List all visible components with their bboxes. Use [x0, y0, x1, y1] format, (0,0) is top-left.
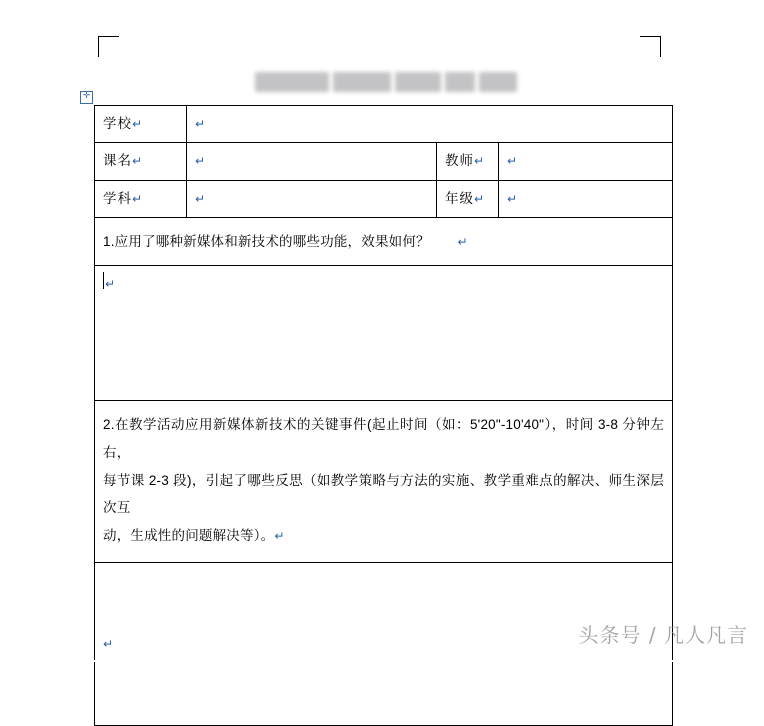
watermark: 头条号 / 凡人凡言 — [578, 623, 748, 647]
paragraph-mark-icon: ↵ — [195, 154, 206, 169]
paragraph-mark-icon: ↵ — [474, 191, 486, 206]
crop-mark-top-left — [98, 36, 119, 57]
field-label-school-text: 学校 — [103, 116, 132, 131]
question-2-line-1: 2.在教学活动应用新媒体新技术的关键事件(起止时间（如：5'20"-10'40"），时间 3-8 分钟左右， — [103, 417, 665, 461]
question-2-cell — [95, 401, 673, 562]
paragraph-mark-icon: ↵ — [132, 117, 144, 131]
left-margin-gutter — [0, 0, 87, 662]
field-label-grade — [437, 180, 499, 217]
question-2-line-2: 每节课 2-3 段)，引起了哪些反思（如教学策略与方法的实施、教学重难点的解决、师生深层次互 — [103, 472, 665, 516]
question-1-text: 1.应用了哪种新媒体和新技术的哪些功能，效果如何？ — [103, 233, 430, 249]
text-caret — [103, 272, 104, 289]
field-value-teacher[interactable] — [499, 143, 673, 180]
paragraph-mark-icon: ↵ — [195, 117, 206, 131]
question-1-cell — [95, 217, 673, 266]
paragraph-mark-icon: ↵ — [274, 529, 285, 544]
field-label-teacher — [437, 143, 499, 180]
paragraph-mark-icon: ↵ — [474, 154, 486, 169]
document-title-redacted — [255, 72, 517, 92]
question-2-line-3 — [103, 522, 664, 550]
field-label-course-name — [95, 143, 187, 180]
table-move-handle-icon[interactable]: ✛ — [80, 91, 93, 104]
field-value-subject[interactable] — [187, 180, 437, 217]
field-label-grade-text: 年级 — [445, 190, 474, 206]
paragraph-mark-icon: ↵ — [507, 154, 518, 169]
table-row — [95, 143, 673, 180]
field-label-course-name-text: 课名 — [103, 153, 132, 169]
field-value-course-name[interactable] — [187, 143, 437, 180]
table-row — [95, 401, 673, 562]
paragraph-mark-icon: ↵ — [132, 154, 144, 169]
table-row — [95, 266, 673, 401]
table-row — [95, 106, 673, 143]
crop-mark-top-right — [640, 36, 661, 57]
field-label-subject — [95, 180, 187, 217]
paragraph-mark-icon: ↵ — [103, 636, 114, 651]
table-row — [95, 217, 673, 266]
paragraph-mark-icon: ↵ — [195, 191, 206, 206]
field-label-subject-text: 学科 — [103, 190, 132, 206]
field-value-school[interactable] — [187, 106, 673, 143]
paragraph-mark-icon: ↵ — [457, 234, 468, 249]
question-2-line-3-text: 动，生成性的问题解决等）。 — [103, 528, 275, 544]
field-value-grade[interactable] — [499, 180, 673, 217]
table-row — [95, 180, 673, 217]
answer-1-cell[interactable] — [95, 266, 673, 401]
field-label-school — [95, 106, 187, 143]
field-label-teacher-text: 教师 — [445, 153, 474, 169]
paragraph-mark-icon: ↵ — [507, 191, 518, 206]
paragraph-mark-icon: ↵ — [132, 191, 144, 206]
paragraph-mark-icon: ↵ — [105, 277, 116, 292]
